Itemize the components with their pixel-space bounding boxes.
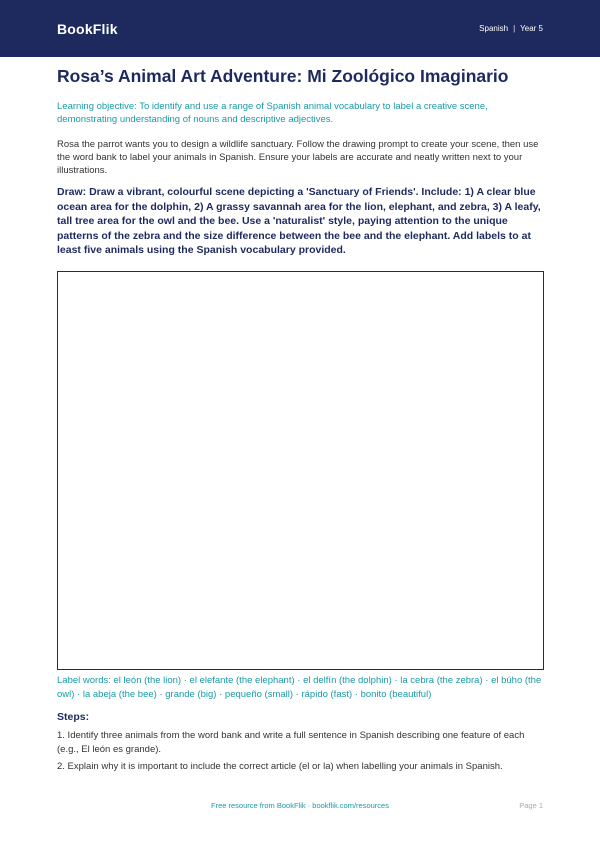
step-item: 2. Explain why it is important to include the correct article (el or la) when labelling your animals in Spanish. (57, 761, 503, 772)
brand-logo-text: BookFlik (57, 20, 118, 37)
page-number: Page 1 (519, 801, 543, 810)
footer-resource-link[interactable]: Free resource from BookFlik · bookflik.com/resources (211, 801, 389, 810)
page-footer (0, 801, 600, 815)
learning-objective: Learning objective: To identify and use a range of Spanish animal vocabulary to label a creative scene, demonstrating understanding of nouns and descriptive adjectives. (57, 101, 488, 125)
intro-paragraph: Rosa the parrot wants you to design a wildlife sanctuary. Follow the drawing prompt to create your scene, then use the word bank to label your animals in Spanish. Ensure your labels are accurate and neatly written next to your illustrations. (57, 139, 539, 176)
steps-list (57, 729, 545, 778)
step-item: 1. Identify three animals from the word bank and write a full sentence in Spanish describing one feature of each (e.g., El león es grande). (57, 730, 525, 755)
label-word-bank: Label words: el león (the lion) · el elefante (the elephant) · el delfín (the dolphin) · la cebra (the zebra) · el búho (the owl) · la abeja (the bee) · grande (big) · pequeño (small) · rápido (fast) · bonito (beautiful) (57, 675, 542, 700)
page-header (0, 0, 600, 57)
steps-heading: Steps: (57, 711, 90, 723)
drawing-prompt: Draw: Draw a vibrant, colourful scene depicting a 'Sanctuary of Friends'. Include: 1) A clear blue ocean area for the dolphin, 2) A grassy savannah area for the lion, elephant, and zebra, 3) A leafy, tall tree area for the owl and the bee. Use a 'naturalist' style, paying attention to the unique patterns of the zebra and the size difference between the bee and the elephant. Add labels to at least five animals using the Spanish vocabulary provided. (57, 186, 541, 256)
year-label: Year 5 (520, 24, 543, 33)
worksheet-title: Rosa’s Animal Art Adventure: Mi Zoológico Imaginario (57, 66, 509, 86)
subject-separator: | (513, 24, 516, 33)
subject-label: Spanish (479, 24, 509, 33)
drawing-area[interactable] (57, 271, 544, 670)
subject-year-label (479, 24, 543, 33)
